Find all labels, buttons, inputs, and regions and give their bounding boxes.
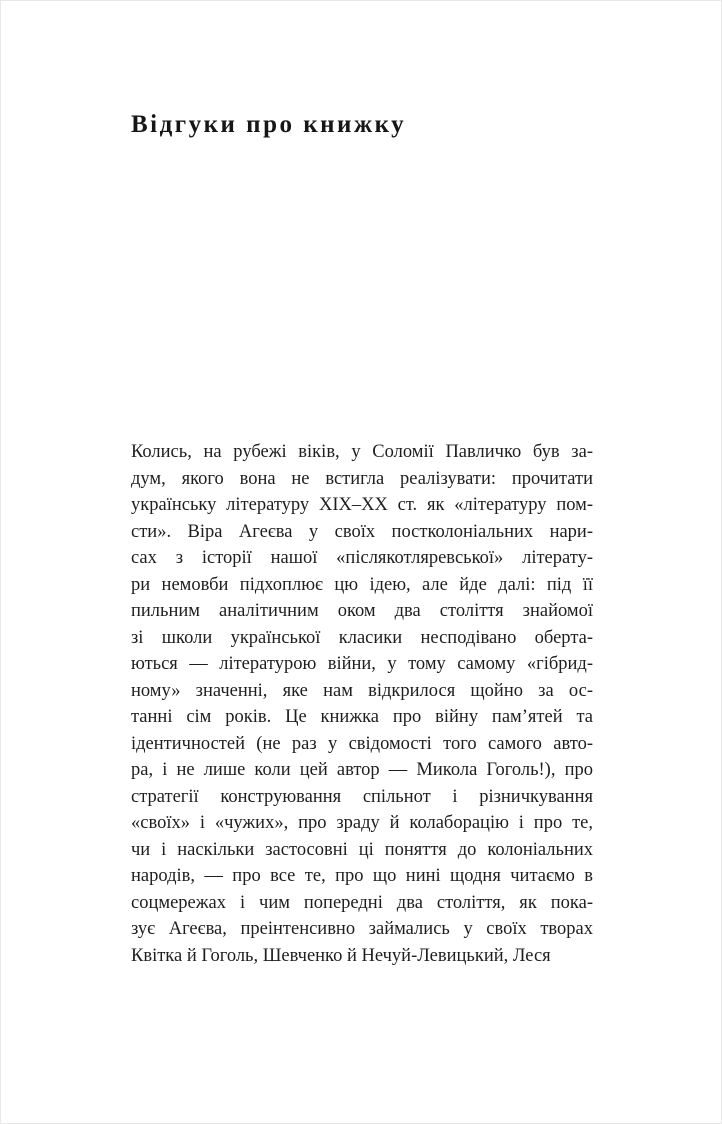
text-line: сах з історії нашої «післякотляревської» літерату-	[131, 548, 593, 568]
page-title: Відгуки про книжку	[131, 111, 407, 138]
text-line: «своїх» і «чужих», про зраду й колаборацію і про те,	[131, 813, 593, 833]
review-paragraph	[131, 439, 593, 969]
text-line: народів, — про все те, про що нині щодня читаємо в	[131, 866, 593, 886]
text-line: ному» значенні, яке нам відкрилося щойно за ос-	[131, 680, 593, 701]
text-line: чи і наскільки застосовні ці поняття до колоніальних	[131, 839, 593, 860]
text-line: сти». Віра Агеєва у своїх постколоніальних нари-	[131, 521, 593, 542]
text-line: ра, і не лише коли цей автор — Микола Гоголь!), про	[131, 760, 593, 780]
text-line: дум, якого вона не встигла реалізувати: прочитати	[131, 468, 593, 489]
text-line: Колись, на рубежі віків, у Соломії Павличко був за-	[131, 442, 593, 462]
text-line: соцмережах і чим попередні два століття, як пока-	[131, 892, 593, 913]
text-line: пильним аналітичним оком два століття знайомої	[131, 601, 593, 621]
text-line: зі школи української класики несподівано оберта-	[131, 627, 593, 648]
text-line: танні сім років. Це книжка про війну пам’ятей та	[131, 707, 593, 727]
text-line: українську літературу XIX–XX ст. як «літературу пом-	[131, 495, 593, 515]
text-line: ри немовби підхоплює цю ідею, але йде далі: під її	[131, 574, 593, 595]
text-line: Квітка й Гоголь, Шевченко й Нечуй-Левицький, Леся	[131, 945, 551, 966]
text-line: ідентичностей (не раз у свідомості того самого авто-	[131, 733, 593, 754]
text-line: ються — літературою війни, у тому самому «гібрид-	[131, 654, 593, 674]
text-line: зує Агеєва, преінтенсивно займались у своїх творах	[131, 919, 593, 939]
text-line: стратегії конструювання спільнот і різничкування	[131, 786, 593, 807]
